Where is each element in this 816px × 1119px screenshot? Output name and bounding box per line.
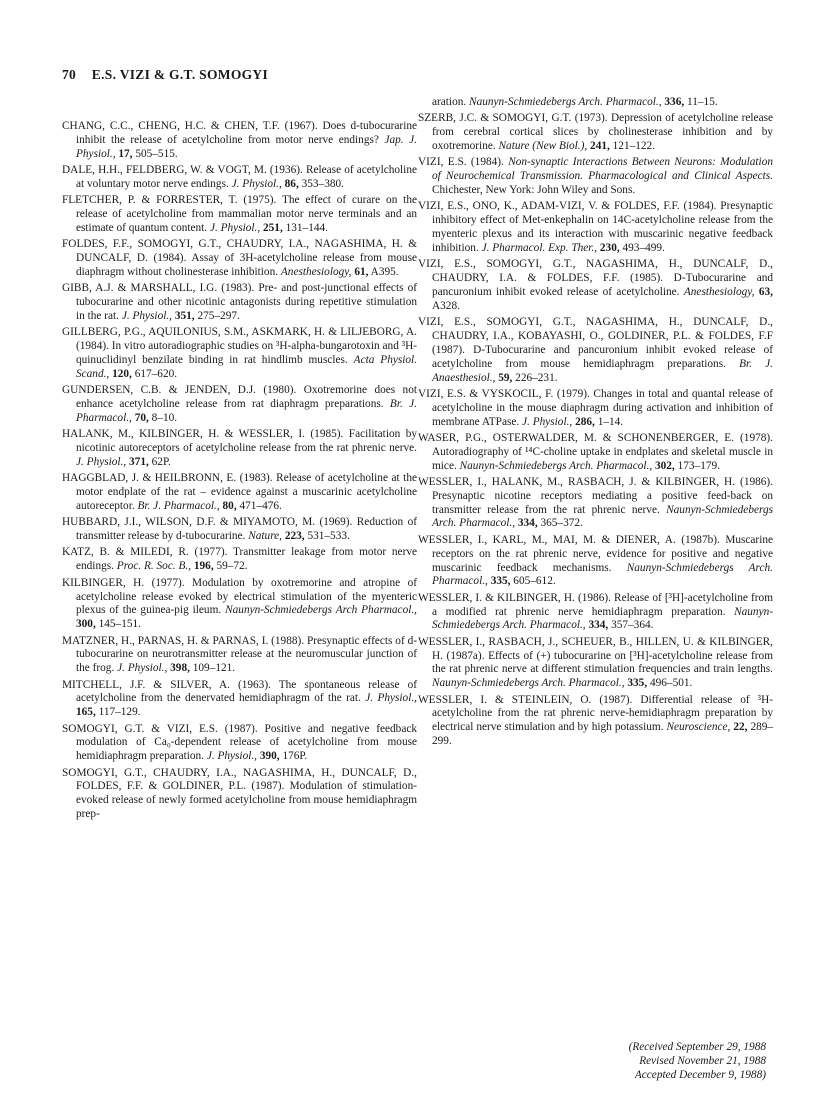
- journal-name: Naunyn-Schmiedebergs Arch. Pharmacol.,: [432, 605, 773, 632]
- pages: A395.: [370, 265, 399, 278]
- reference-text: WESSLER, I., KARL, M., MAI, M. & DIENER, A. (1987b). Muscarine receptors on the rat phrenic nerve, evidence for positive and negative muscarinic feedback mechanisms.: [418, 533, 773, 574]
- journal-name: Neuroscience,: [666, 721, 731, 734]
- reference-text: VIZI, E.S., ONO, K., ADAM-VIZI, V. & FOLDES, F.F. (1984). Presynaptic inhibitory effect of Met-enkephalin on 14C-acetylcholine release from the myenteric plexus and its interaction with muscarinic negative feedback inhibition.: [418, 200, 773, 254]
- volume: 398,: [170, 662, 190, 675]
- reference-entry: [418, 258, 773, 313]
- reference-text: FLETCHER, P. & FORRESTER, T. (1975). The effect of curare on the release of acetylcholine from mammalian motor nerve terminals and an estimate of quantum content.: [62, 194, 417, 234]
- reference-entry: [62, 384, 417, 426]
- reference-entry: [418, 316, 773, 385]
- running-header: [62, 67, 268, 83]
- journal-name: J. Physiol.,: [365, 692, 417, 705]
- pages: 289–299.: [432, 721, 774, 748]
- journal-name: Naunyn-Schmiedebergs Arch Pharmacol.,: [225, 604, 417, 617]
- reference-entry: [418, 592, 773, 634]
- reference-entry: [418, 694, 773, 749]
- reference-entry: [418, 636, 773, 691]
- reference-text: SZERB, J.C. & SOMOGYI, G.T. (1973). Depression of acetylcholine release from cerebral cortical slices by cholinesterase inhibition and by oxotremorine.: [418, 112, 773, 153]
- volume: 371,: [129, 455, 149, 468]
- reference-text: GILLBERG, P.G., AQUILONIUS, S.M., ASKMARK, H. & LILJEBORG, A. (1984). In vitro autoradiographic studies on ³H-alpha-bungarotoxin and ³H-quinuclidinyl benzilate binding in rat hindlimb muscles.: [62, 326, 417, 366]
- pages: 173–179.: [677, 459, 720, 472]
- reference-text: VIZI, E.S., SOMOGYI, G.T., NAGASHIMA, H., DUNCALF, D., CHAUDRY, I.A., KOBAYASHI, O., GOLDINER, P.L. & FOLDES, F.F (1987). D-Tubocurarine and pancuronium inhibit evoked release of acetylcholine from mouse hemidiaphragm preparations.: [418, 316, 773, 370]
- volume: 390,: [259, 750, 280, 763]
- journal-name: Naunyn-Schmiedebergs Arch. Pharmacol.,: [432, 677, 625, 690]
- reference-text: SOMOGYI, G.T. & VIZI, E.S. (1987). Positive and negative feedback modulation of Ca₀-dependent release of acetylcholine from mouse hemidiaphragm preparation.: [62, 722, 417, 763]
- pages: A328.: [432, 299, 460, 312]
- reference-text: MITCHELL, J.F. & SILVER, A. (1963). The spontaneous release of acetylcholine from the denervated hemidiaphragm of the rat.: [62, 678, 417, 705]
- reference-text: WASER, P.G., OSTERWALDER, M. & SCHONENBERGER, E. (1978). Autoradiography of ¹⁴C-choline uptake in endplates and skeletal muscle in mice.: [418, 431, 773, 472]
- reference-entry: [62, 164, 417, 192]
- volume: 120,: [112, 367, 132, 380]
- reference-text: SOMOGYI, G.T., CHAUDRY, I.A., NAGASHIMA, H., DUNCALF, D., FOLDES, F.F. & GOLDINER, P.L. (1987). Modulation of stimulation-evoked release of newly formed acetylcholine from mouse hemidiaphragm prep-: [62, 766, 417, 821]
- volume: 70,: [134, 411, 149, 424]
- pages: 131–144.: [285, 221, 328, 234]
- journal-name: Br. J. Pharmacol.,: [137, 499, 220, 512]
- journal-name: Br. J. Anaesthesiol.,: [432, 357, 774, 384]
- reference-text: VIZI, E.S., SOMOGYI, G.T., NAGASHIMA, H., DUNCALF, D., CHAUDRY, I.A. & FOLDES, F.F. (1985). D-Tubocurarine and pancuronium inhibit evoked release of acetylcholine.: [418, 258, 773, 298]
- volume: 286,: [575, 415, 595, 428]
- journal-name: Naunyn-Schmiedebergs Arch. Pharmacol.,: [469, 96, 662, 108]
- received-date: (Received September 29, 1988: [628, 1041, 766, 1053]
- pages: 357–364.: [611, 619, 654, 632]
- journal-name: Jap. J. Physiol.,: [76, 133, 417, 160]
- volume: 80,: [222, 499, 237, 512]
- pages: 59–72.: [216, 560, 248, 573]
- journal-name: J. Physiol.,: [206, 750, 258, 763]
- pages: 617–620.: [134, 367, 178, 380]
- pages: 62P.: [151, 455, 171, 468]
- reference-entry: [62, 282, 417, 324]
- reference-entry: [62, 635, 417, 677]
- reference-entry: [418, 112, 773, 154]
- reference-entry: [62, 326, 417, 381]
- volume: 196,: [193, 560, 214, 573]
- journal-name: J. Physiol.,: [76, 455, 127, 468]
- references-left-column: [62, 120, 417, 825]
- reference-text: FOLDES, F.F., SOMOGYI, G.T., CHAUDRY, I.A., NAGASHIMA, H. & DUNCALF, D. (1984). Assay of 3H-acetylcholine release from mouse diaphragm without cholinesterase inhibition.: [62, 238, 417, 278]
- pages: 353–380.: [301, 177, 344, 190]
- pages: 275–297.: [197, 309, 240, 322]
- reference-entry: [418, 200, 773, 255]
- accepted-date: Accepted December 9, 1988): [634, 1069, 766, 1081]
- volume: 335,: [490, 575, 511, 588]
- pages: 493–499.: [622, 241, 665, 254]
- reference-text: WESSLER, I. & KILBINGER, H. (1986). Release of [³H]-acetylcholine from a modified rat phrenic nerve hemidiaphragm preparation.: [418, 591, 773, 618]
- pages: 496–501.: [649, 677, 693, 690]
- pages: 117–129.: [98, 706, 141, 719]
- reference-entry: [62, 472, 417, 514]
- journal-name: Naunyn-Schmiedebergs Arch. Pharmacol.,: [432, 503, 773, 530]
- journal-name: Nature (New Biol.),: [498, 140, 588, 153]
- reference-text: KATZ, B. & MILEDI, R. (1977). Transmitter leakage from motor nerve endings.: [62, 546, 417, 573]
- volume: 86,: [284, 177, 299, 190]
- reference-text: WESSLER, I., HALANK, M., RASBACH, J. & KILBINGER, H. (1986). Presynaptic nicotine receptors mediating a positive feed-back on transmitter release from the rat phrenic nerve.: [418, 475, 773, 516]
- volume: 336,: [664, 96, 685, 108]
- journal-name: Anesthesiology,: [280, 265, 352, 278]
- pages: 11–15.: [687, 96, 718, 108]
- volume: 59,: [498, 371, 513, 384]
- volume: 334,: [517, 517, 538, 530]
- received-dates: [629, 1040, 766, 1082]
- volume: 302,: [654, 459, 675, 472]
- reference-entry: [62, 194, 417, 236]
- pages: Chichester, New York: John Wiley and Sons.: [432, 184, 636, 197]
- reference-text: DALE, H.H., FELDBERG, W. & VOGT, M. (1936). Release of acetylcholine at voluntary motor nerve endings.: [62, 164, 417, 190]
- revised-date: Revised November 21, 1988: [639, 1055, 766, 1067]
- running-authors: E.S. VIZI & G.T. SOMOGYI: [91, 67, 269, 82]
- pages: 145–151.: [98, 618, 141, 631]
- pages: 8–10.: [151, 411, 178, 424]
- reference-entry: [418, 388, 773, 430]
- journal-name: Br. J. Pharmacol.,: [76, 398, 417, 424]
- volume: 22,: [733, 721, 748, 734]
- journal-name: J. Physiol.,: [522, 415, 573, 428]
- pages: 176P.: [282, 750, 308, 763]
- journal-name: Nature,: [248, 530, 283, 543]
- journal-name: Anesthesiology,: [683, 285, 755, 298]
- reference-text: aration.: [432, 96, 467, 108]
- reference-text: KILBINGER, H. (1977). Modulation by oxotremorine and atropine of acetylcholine release evoked by electrical stimulation of the myenteric plexus of the guinea-pig ileum.: [62, 576, 417, 617]
- pages: 109–121.: [192, 662, 236, 675]
- journal-name: J. Physiol.,: [117, 662, 168, 675]
- reference-text: WESSLER, I. & STEINLEIN, O. (1987). Differential release of ³H-acetylcholine from the rat phrenic nerve-hemidiaphragm preparation by electrical nerve stimulation and by high potassium.: [418, 693, 773, 734]
- journal-name: Naunyn-Schmiedebergs Arch. Pharmacol.,: [432, 561, 774, 588]
- pages: 226–231.: [515, 371, 558, 384]
- reference-text: CHANG, C.C., CHENG, H.C. & CHEN, T.F. (1967). Does d-tubocurarine inhibit the release of acetylcholine from motor nerve endings?: [62, 120, 417, 146]
- reference-entry: [418, 156, 773, 198]
- references-right-column: [418, 96, 774, 751]
- volume: 300,: [76, 618, 96, 631]
- volume: 230,: [599, 241, 620, 254]
- reference-entry: [62, 723, 417, 765]
- pages: 531–533.: [307, 530, 350, 543]
- pages: 1–14.: [597, 415, 624, 428]
- journal-name: J. Physiol.,: [231, 177, 282, 190]
- pages: 605–612.: [513, 575, 556, 588]
- reference-text: GUNDERSEN, C.B. & JENDEN, D.J. (1980). Oxotremorine does not enhance acetylcholine release from rat diaphragm preparations.: [62, 384, 417, 411]
- volume: 351,: [174, 309, 195, 322]
- reference-entry: [62, 767, 417, 822]
- volume: 61,: [354, 265, 369, 278]
- reference-entry: [62, 546, 417, 574]
- volume: 165,: [76, 706, 96, 719]
- journal-name: Non-synaptic Interactions Between Neurons: Modulation of Neurochemical Transmission. Pharmacological and Clinical Aspects.: [432, 156, 773, 183]
- pages: 471–476.: [239, 499, 282, 512]
- page-number: 70: [62, 67, 77, 82]
- journal-name: J. Pharmacol. Exp. Ther.,: [481, 241, 598, 254]
- reference-text: HAGGBLAD, J. & HEILBRONN, E. (1983). Release of acetylcholine at the motor endplate of the rat – evidence against a muscarinic acetylcholine autoreceptor.: [62, 472, 417, 512]
- reference-entry: [418, 534, 773, 589]
- reference-entry: [418, 476, 773, 531]
- reference-entry: [62, 516, 417, 544]
- volume: 251,: [263, 221, 283, 234]
- pages: 121–122.: [612, 140, 656, 153]
- journal-name: J. Physiol.,: [209, 221, 261, 234]
- volume: 17,: [118, 147, 133, 160]
- reference-text: VIZI, E.S. & VYSKOCIL, F. (1979). Changes in total and quantal release of acetylcholine in the mouse diaphragm during activation and inhibition of membrane ATPase.: [418, 387, 773, 428]
- reference-entry: [62, 577, 417, 632]
- reference-text: HALANK, M., KILBINGER, H. & WESSLER, I. (1985). Facilitation by nicotinic autoreceptors of acetylcholine release from the rat phrenic nerve.: [62, 428, 417, 455]
- volume: 335,: [627, 677, 648, 690]
- journal-name: Acta Physiol. Scand.,: [76, 354, 417, 380]
- journal-name: J. Physiol.,: [121, 309, 173, 322]
- reference-text: VIZI, E.S. (1984).: [418, 156, 504, 169]
- pages: 365–372.: [540, 517, 583, 530]
- reference-entry: [62, 238, 417, 280]
- reference-text: GIBB, A.J. & MARSHALL, I.G. (1983). Pre- and post-junctional effects of tubocurarine and other nicotinic antagonists during repetitive stimulation in the rat.: [62, 282, 417, 322]
- pages: 505–515.: [135, 147, 178, 160]
- volume: 223,: [284, 530, 305, 543]
- volume: 63,: [758, 285, 773, 298]
- journal-name: Naunyn-Schmiedebergs Arch. Pharmacol.,: [459, 459, 653, 472]
- reference-text: MATZNER, H., PARNAS, H. & PARNAS, I. (1988). Presynaptic effects of d-tubocurarine on neurotransmitter release at the neuromuscular junction of the frog.: [62, 634, 417, 675]
- reference-text: HUBBARD, J.I., WILSON, D.F. & MIYAMOTO, M. (1969). Reduction of transmitter release by d-tubocurarine.: [62, 516, 417, 543]
- reference-text: WESSLER, I., RASBACH, J., SCHEUER, B., HILLEN, U. & KILBINGER, H. (1987a). Effects of (+) tubocurarine on [³H]-acetylcholine release from the rat phrenic nerve at different stimulation frequencies and train lengths.: [418, 635, 773, 676]
- reference-entry: [62, 428, 417, 470]
- reference-entry: [418, 432, 773, 474]
- volume: 334,: [588, 619, 609, 632]
- journal-name: Proc. R. Soc. B.,: [116, 560, 192, 573]
- reference-entry: [62, 679, 417, 721]
- reference-entry: [418, 96, 773, 110]
- volume: 241,: [590, 140, 610, 153]
- reference-entry: [62, 120, 417, 162]
